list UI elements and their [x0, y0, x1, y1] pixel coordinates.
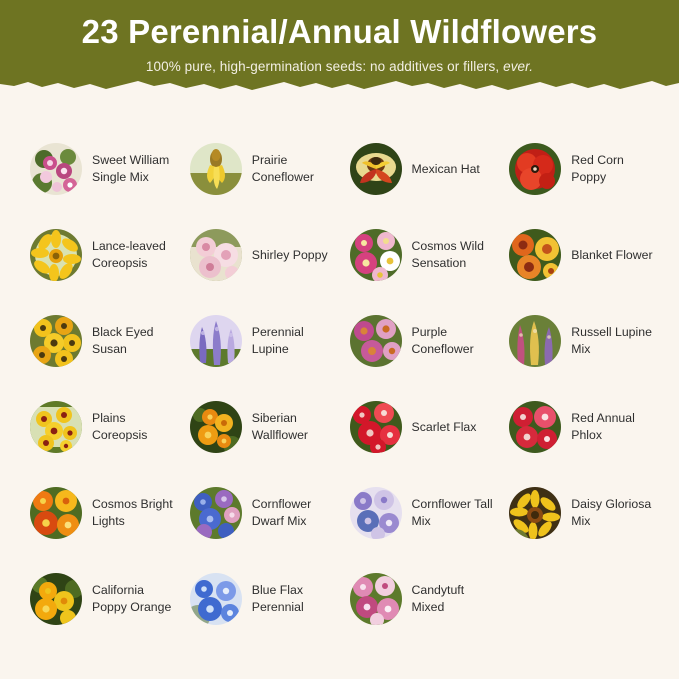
- flower-photo-cosmos-wild-sensation: [350, 229, 402, 281]
- flower-photo-blanket-flower: [509, 229, 561, 281]
- list-item-label: Prairie Coneflower: [251, 153, 314, 184]
- list-item-label: Red Corn Poppy: [571, 153, 624, 184]
- list-item[interactable]: [22, 384, 178, 470]
- list-item-label: Cornflower Dwarf Mix: [251, 497, 312, 528]
- list-item-label: Purple Coneflower: [411, 325, 474, 356]
- list-item[interactable]: [182, 384, 338, 470]
- list-item-label: Russell Lupine Mix: [571, 325, 652, 356]
- list-item[interactable]: [342, 556, 498, 642]
- list-item[interactable]: [501, 470, 657, 556]
- flower-photo-candytuft-mixed: [350, 573, 402, 625]
- list-item-label: Scarlet Flax: [411, 419, 477, 434]
- list-item[interactable]: [182, 470, 338, 556]
- flower-photo-red-corn-poppy: [509, 143, 561, 195]
- list-item-label: Daisy Gloriosa Mix: [571, 497, 652, 528]
- flower-photo-sweet-william: [30, 143, 82, 195]
- list-item[interactable]: [182, 556, 338, 642]
- torn-paper-divider: [0, 77, 679, 93]
- list-item[interactable]: [342, 384, 498, 470]
- flower-photo-plains-coreopsis: [30, 401, 82, 453]
- flower-photo-perennial-lupine: [190, 315, 242, 367]
- flower-photo-cornflower-tall-mix: [350, 487, 402, 539]
- list-item[interactable]: [182, 212, 338, 298]
- list-item[interactable]: [22, 298, 178, 384]
- list-item-label: Siberian Wallflower: [251, 411, 309, 442]
- flower-photo-california-poppy-orange: [30, 573, 82, 625]
- flower-photo-cornflower-dwarf-mix: [190, 487, 242, 539]
- list-item[interactable]: [501, 212, 657, 298]
- list-item-label: Plains Coreopsis: [92, 411, 148, 442]
- flower-photo-prairie-coneflower: [190, 143, 242, 195]
- list-item[interactable]: [22, 126, 178, 212]
- list-item[interactable]: [342, 212, 498, 298]
- flower-photo-red-annual-phlox: [509, 401, 561, 453]
- list-item[interactable]: [182, 126, 338, 212]
- flower-photo-black-eyed-susan: [30, 315, 82, 367]
- flower-photo-daisy-gloriosa-mix: [509, 487, 561, 539]
- list-item-label: Blanket Flower: [571, 247, 653, 262]
- list-item[interactable]: [22, 212, 178, 298]
- list-item-label: Sweet William Single Mix: [92, 153, 170, 184]
- list-item-label: Black Eyed Susan: [92, 325, 154, 356]
- list-item-label: Lance-leaved Coreopsis: [92, 239, 166, 270]
- flower-photo-scarlet-flax: [350, 401, 402, 453]
- flower-photo-russell-lupine-mix: [509, 315, 561, 367]
- flower-photo-purple-coneflower: [350, 315, 402, 367]
- list-item-label: Blue Flax Perennial: [251, 583, 304, 614]
- list-item-label: California Poppy Orange: [92, 583, 172, 614]
- flower-photo-blue-flax-perennial: [190, 573, 242, 625]
- list-item-label: Cosmos Wild Sensation: [411, 239, 484, 270]
- page-title: 23 Perennial/Annual Wildflowers: [81, 13, 598, 50]
- list-item[interactable]: [501, 298, 657, 384]
- header-banner: [0, 0, 679, 92]
- list-item-label: Perennial Lupine: [251, 325, 304, 356]
- list-item[interactable]: [342, 298, 498, 384]
- list-item-label: Shirley Poppy: [251, 247, 328, 262]
- list-item[interactable]: [342, 126, 498, 212]
- page-subtitle: [0, 59, 679, 74]
- list-item-label: Cosmos Bright Lights: [92, 497, 173, 528]
- subtitle-main-text: 100% pure, high-germination seeds: no additives or fillers,: [145, 59, 500, 75]
- list-item[interactable]: [22, 556, 178, 642]
- list-item-label: Cornflower Tall Mix: [411, 497, 493, 528]
- flower-photo-mexican-hat: [350, 143, 402, 195]
- flower-photo-siberian-wallflower: [190, 401, 242, 453]
- list-item-label: Mexican Hat: [411, 161, 480, 176]
- list-item[interactable]: [501, 126, 657, 212]
- flower-photo-shirley-poppy: [190, 229, 242, 281]
- list-item-label: Candytuft Mixed: [411, 583, 465, 614]
- variety-grid: [0, 108, 679, 642]
- flower-photo-cosmos-bright-lights: [30, 487, 82, 539]
- list-item[interactable]: [182, 298, 338, 384]
- list-item[interactable]: [501, 384, 657, 470]
- list-item[interactable]: [22, 470, 178, 556]
- list-item[interactable]: [342, 470, 498, 556]
- subtitle-emphasis-text: ever.: [503, 59, 534, 75]
- flower-photo-lance-leaved-coreopsis: [30, 229, 82, 281]
- list-item-label: Red Annual Phlox: [571, 411, 635, 442]
